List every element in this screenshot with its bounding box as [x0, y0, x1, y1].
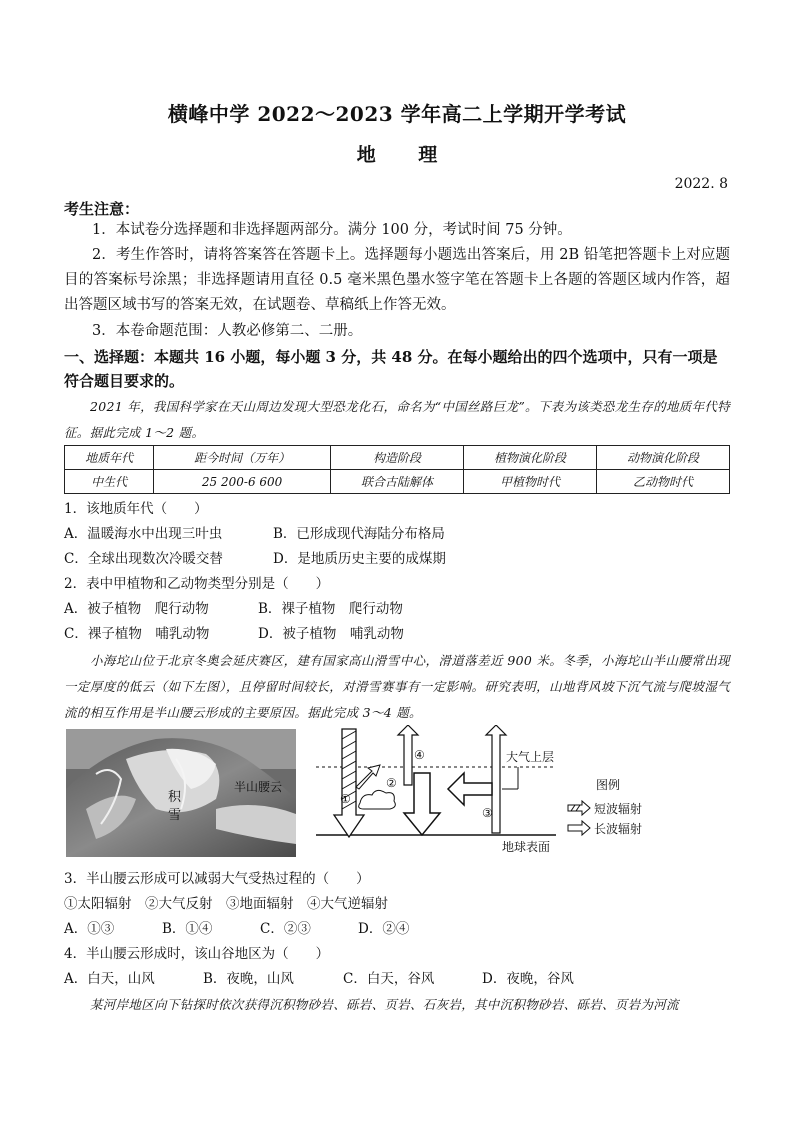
- legend-short-wave: 短波辐射: [594, 802, 643, 816]
- q2-option-b[interactable]: B．裸子植物 爬行动物: [258, 601, 403, 617]
- q3-option-c[interactable]: C．②③: [260, 921, 311, 937]
- table-row: [65, 470, 730, 494]
- legend-title: 图例: [596, 778, 621, 792]
- notice-item-1: 1．本试卷分选择题和非选择题两部分。满分 100 分，考试时间 75 分钟。: [92, 222, 572, 238]
- legend-long-wave: 长波辐射: [594, 822, 643, 836]
- diagram-label-2: ②: [386, 776, 397, 790]
- notice-heading: 考生注意：: [64, 200, 140, 218]
- material-3: 某河岸地区向下钻探时依次获得沉积物砂岩、砾岩、页岩、石灰岩，其中沉积物砂岩、砾岩、页岩为河流: [90, 997, 679, 1012]
- label-upper-atmosphere: 大气上层: [506, 750, 555, 764]
- question-3-stem: 3．半山腰云形成可以减弱大气受热过程的（ ）: [64, 871, 370, 887]
- question-4-stem: 4．半山腰云形成时，该山谷地区为（ ）: [64, 946, 330, 962]
- q3-option-d[interactable]: D．②④: [358, 921, 410, 937]
- diagram-label-4: ④: [414, 748, 425, 762]
- notice-item-3: 3．本卷命题范围：人教必修第二、二册。: [92, 323, 363, 339]
- table-cell: 乙动物时代: [596, 470, 729, 494]
- table-header-cell: 地质年代: [65, 446, 154, 470]
- section-heading: 一、选择题：本题共 16 小题，每小题 3 分，共 48 分。在每小题给出的四个选项中，只有一项是符合题目要求的。: [64, 348, 718, 390]
- legend-long-wave-icon: [568, 821, 590, 835]
- material-2: 小海坨山位于北京冬奥会延庆赛区，建有国家高山滑雪中心，滑道落差近 900 米。冬季，小海坨山半山腰常出现一定厚度的低云（如下左图），且停留时间较长，对滑雪赛事有一定影响。研究表明，山地背风坡下沉气流与爬坡湿气流的相互作用是半山腰云形成的主要原因。据此完成 3～4 题。: [64, 653, 730, 720]
- photo-label-cloud: 半山腰云: [234, 780, 283, 794]
- exam-date: 2022. 8: [674, 176, 728, 192]
- table-cell: 甲植物时代: [463, 470, 596, 494]
- atmosphere-heating-diagram: [306, 725, 666, 865]
- exam-title: 横峰中学 2022～2023 学年高二上学期开学考试: [167, 102, 627, 126]
- q3-option-a[interactable]: A．①③: [64, 921, 115, 937]
- q1-option-b[interactable]: B．已形成现代海陆分布格局: [273, 526, 445, 542]
- q4-option-a[interactable]: A．白天，山风: [64, 971, 155, 987]
- diagram-label-3: ③: [482, 806, 493, 820]
- notice-item-2: 2．考生作答时，请将答案答在答题卡上。选择题每小题选出答案后，用 2B 铅笔把答题卡上对应题目的答案标号涂黑；非选择题请用直径 0.5 毫米黑色墨水签字笔在答题卡上各题的答题区域内作答，超出答题区域书写的答案无效，在试题卷、草稿纸上作答无效。: [64, 247, 730, 313]
- q1-option-a[interactable]: A．温暖海水中出现三叶虫: [64, 526, 223, 542]
- photo-label-snow-char1: 积: [168, 790, 182, 805]
- subject-title: 地 理: [356, 144, 456, 166]
- material-1: 2021 年，我国科学家在天山周边发现大型恐龙化石，命名为“中国丝路巨龙”。下表为该类恐龙生存的地质年代特征。据此完成 1～2 题。: [64, 399, 730, 440]
- geologic-table: [64, 445, 730, 494]
- q1-option-c[interactable]: C．全球出现数次冷暖交替: [64, 551, 223, 567]
- table-header-row: [65, 446, 730, 470]
- question-3-items: ①太阳辐射 ②大气反射 ③地面辐射 ④大气逆辐射: [64, 896, 388, 912]
- q2-option-c[interactable]: C．裸子植物 哺乳动物: [64, 626, 210, 642]
- q2-option-d[interactable]: D．被子植物 哺乳动物: [258, 626, 404, 642]
- table-header-cell: 动物演化阶段: [596, 446, 729, 470]
- table-header-cell: 距今时间（万年）: [154, 446, 331, 470]
- table-header-cell: 植物演化阶段: [463, 446, 596, 470]
- table-header-cell: 构造阶段: [330, 446, 463, 470]
- q2-option-a[interactable]: A．被子植物 爬行动物: [64, 601, 209, 617]
- q4-option-b[interactable]: B．夜晚，山风: [203, 971, 294, 987]
- q4-option-c[interactable]: C．白天，谷风: [343, 971, 435, 987]
- mountain-photo: [66, 729, 296, 857]
- question-2-stem: 2．表中甲植物和乙动物类型分别是（ ）: [64, 576, 330, 592]
- table-cell: 联合古陆解体: [330, 470, 463, 494]
- q4-option-d[interactable]: D．夜晚，谷风: [482, 971, 574, 987]
- label-ground-surface: 地球表面: [502, 840, 551, 854]
- diagram-label-1: ①: [340, 792, 351, 806]
- legend-short-wave-icon: [568, 801, 590, 815]
- table-cell: 中生代: [65, 470, 154, 494]
- q1-option-d[interactable]: D．是地质历史主要的成煤期: [273, 551, 446, 567]
- photo-label-snow-char2: 雪: [168, 808, 182, 823]
- table-cell: 25 200-6 600: [154, 470, 331, 494]
- question-1-stem: 1．该地质年代（ ）: [64, 501, 208, 517]
- q3-option-b[interactable]: B．①④: [162, 921, 213, 937]
